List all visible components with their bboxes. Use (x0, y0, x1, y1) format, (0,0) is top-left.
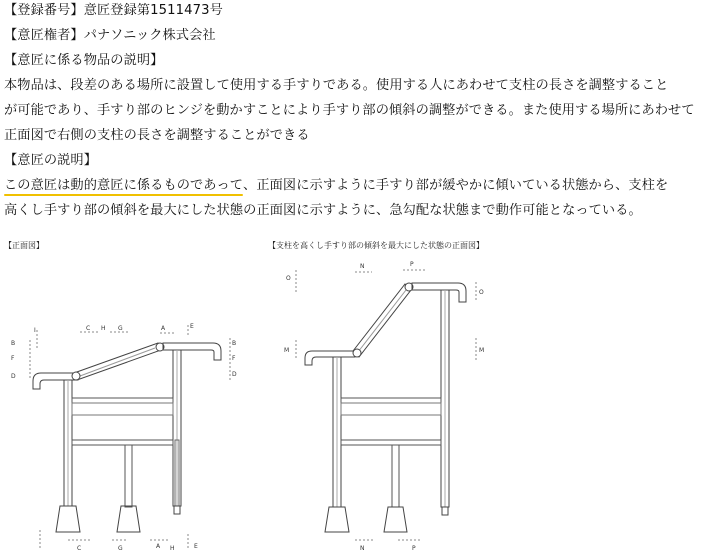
dim-label: B (11, 340, 16, 347)
dim-label: N (360, 263, 365, 270)
dim-label: P (410, 261, 414, 268)
registration-number: 【登録番号】意匠登録第1511473号 (4, 3, 223, 18)
dim-label: E (194, 543, 198, 550)
dim-label: G (118, 545, 123, 552)
dim-label: M (479, 347, 485, 354)
dim-label: C (77, 545, 82, 552)
highlighted-phrase: この意匠は動的意匠に係るものであって (4, 178, 244, 193)
raised-view-drawing (296, 270, 476, 540)
dim-label: P (412, 545, 416, 552)
dim-label: C (86, 325, 91, 332)
dim-label: E (190, 323, 194, 330)
article-description-heading: 【意匠に係る物品の説明】 (4, 53, 164, 68)
raised-view-dimension-labels (284, 261, 484, 552)
design-description-line-1-rest: 、正面図に示すように手すり部が緩やかに傾いている状態から、支柱を (243, 178, 669, 193)
front-view-dimension-labels (11, 323, 237, 552)
dim-label: D (11, 373, 16, 380)
design-description-heading: 【意匠の説明】 (4, 153, 98, 168)
dim-label: H (170, 545, 175, 552)
dim-label: N (360, 545, 365, 552)
dim-label: M (284, 347, 290, 354)
dim-label: H (101, 325, 106, 332)
dim-label: A (156, 543, 161, 550)
article-description-line-3: 正面図で右側の支柱の長さを調整することができる (4, 128, 310, 143)
rights-holder: 【意匠権者】パナソニック株式会社 (4, 28, 216, 43)
dim-label: F (11, 355, 15, 362)
dim-label: D (232, 371, 237, 378)
article-description-line-2: が可能であり、手すり部のヒンジを動かすことにより手すり部の傾斜の調整ができる。また使用する場所にあわせて (4, 103, 695, 118)
dim-label: F (232, 355, 236, 362)
dim-label: B (232, 340, 237, 347)
dim-label: G (118, 325, 123, 332)
dim-label: O (479, 289, 484, 296)
dim-label: I (34, 327, 36, 334)
dim-label: A (161, 325, 166, 332)
front-view-caption: 【正面図】 (4, 241, 44, 250)
front-view-drawing (30, 325, 230, 548)
raised-view-caption: 【支柱を高くし手すり部の傾斜を最大にした状態の正面図】 (268, 241, 484, 250)
design-description-line-2: 高くし手すり部の傾斜を最大にした状態の正面図に示すように、急勾配な状態まで動作可能となっている。 (4, 203, 642, 218)
article-description-line-1: 本物品は、段差のある場所に設置して使用する手すりである。使用する人にあわせて支柱の長さを調整すること (4, 78, 669, 93)
dim-label: O (286, 275, 291, 282)
